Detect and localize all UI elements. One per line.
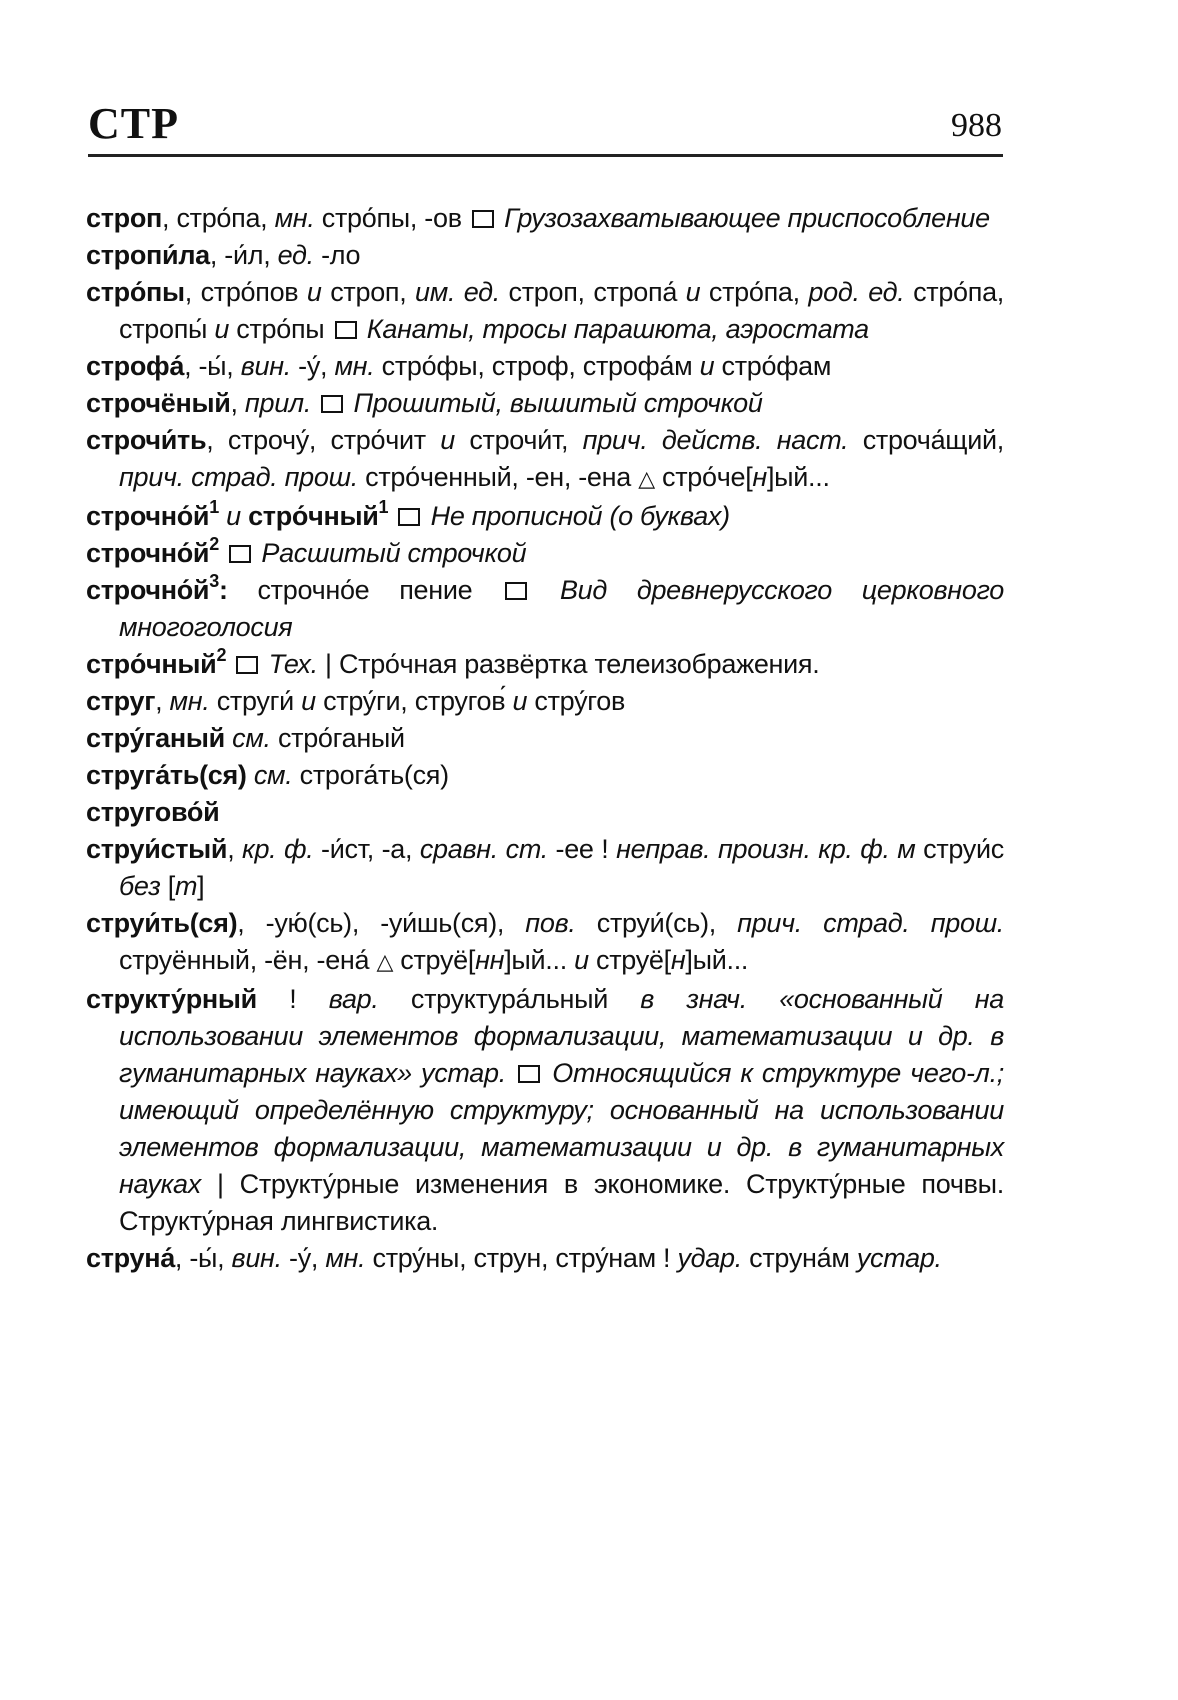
headword: стругово́й — [86, 797, 220, 827]
italic-note: прич. страд. прош. — [119, 462, 358, 492]
entry-text: струги́ — [209, 686, 302, 716]
dictionary-entry — [86, 348, 1004, 385]
definition-box-icon — [518, 1065, 540, 1083]
page-header — [88, 98, 1002, 158]
entry-text: , — [230, 388, 245, 418]
italic-note: нн — [475, 945, 505, 975]
entry-text: ]ый... — [685, 945, 749, 975]
entry-text: , -ы́, — [184, 351, 241, 381]
entry-text: ] — [197, 871, 205, 901]
entry-text: , стро́пов — [184, 277, 307, 307]
dictionary-entry — [86, 757, 1004, 794]
dictionary-entry — [86, 981, 1004, 1240]
entry-text: | Стро́чная развёртка телеизображения. — [317, 649, 820, 679]
entry-text: , -ы́, — [174, 1243, 232, 1273]
italic-note: и — [512, 686, 528, 716]
entry-text: стро́пы, -ов — [314, 203, 469, 233]
entry-text — [388, 501, 395, 531]
italic-note: мн. — [334, 351, 375, 381]
dictionary-entry — [86, 720, 1004, 757]
entry-text: -ло — [313, 240, 361, 270]
italic-note: Не прописной (о буквах) — [423, 501, 730, 531]
entry-text: стро́че[ — [654, 462, 753, 492]
entry-text: строп, стропа́ — [499, 277, 686, 307]
dictionary-entry — [86, 646, 1004, 683]
italic-note: кр. ф. — [242, 834, 314, 864]
entry-text: струённый, -ён, -ена́ — [119, 945, 377, 975]
italic-note: ед. — [277, 240, 314, 270]
dictionary-entry — [86, 422, 1004, 498]
entry-text: строп, — [321, 277, 416, 307]
dictionary-entry — [86, 794, 1004, 831]
entry-text: , — [227, 834, 242, 864]
entry-text: строга́ть(ся) — [292, 760, 449, 790]
entry-text: | Структу́рные изменения в экономике. Структу́рные почвы. Структу́рная лингвистика. — [119, 1169, 1004, 1236]
entry-text: , строчу́, стро́чит — [206, 425, 441, 455]
headword: струга́ть(ся) — [86, 760, 247, 790]
entry-text — [311, 388, 318, 418]
italic-note: без — [119, 871, 161, 901]
headword: струг — [86, 686, 156, 716]
entry-text: стро́па, — [700, 277, 809, 307]
headword: стру́ганый — [86, 723, 225, 753]
entry-text: , -и́л, — [209, 240, 278, 270]
definition-box-icon — [472, 210, 494, 228]
italic-note: им. ед. — [415, 277, 500, 307]
entry-text: ]ый... — [766, 462, 830, 492]
entry-text: струё[ — [588, 945, 671, 975]
entry-text: ! — [256, 984, 329, 1014]
italic-note: мн. — [274, 203, 315, 233]
italic-note: Прошитый, вышитый строчкой — [346, 388, 763, 418]
entry-text: -и́ст, -а, — [313, 834, 420, 864]
italic-note: и — [699, 351, 715, 381]
italic-note: удар. — [677, 1243, 742, 1273]
entry-text: структура́льный — [378, 984, 641, 1014]
italic-note: и — [214, 314, 230, 344]
entry-text: стру́ги, стругов́ — [315, 686, 513, 716]
italic-note: вин. — [240, 351, 291, 381]
headword: струи́ть(ся) — [86, 908, 238, 938]
italic-note: Грузозахватывающее приспособление — [496, 203, 990, 233]
triangle-icon: △ — [376, 950, 394, 975]
headword: строчно́й — [86, 575, 210, 605]
dictionary-entry — [86, 1240, 1004, 1277]
entry-text: строчно́е пение — [227, 575, 503, 605]
entry-text: стру́гов — [527, 686, 625, 716]
entry-text: стро́фам — [714, 351, 832, 381]
italic-note: мн. — [169, 686, 210, 716]
italic-note: прил. — [244, 388, 312, 418]
italic-note: н — [670, 945, 686, 975]
headword: строчно́й — [86, 501, 210, 531]
homonym-index: 2 — [209, 534, 219, 554]
headword: стро́чный — [86, 649, 217, 679]
entry-text — [506, 1058, 515, 1088]
italic-note: см. — [253, 760, 293, 790]
headword: : — [218, 575, 228, 605]
entry-text: стро́ченный, -ен, -ена — [357, 462, 639, 492]
definition-box-icon — [236, 656, 258, 674]
entry-text: ]ый... — [504, 945, 575, 975]
entry-text: струи́(сь), — [575, 908, 738, 938]
italic-note: Относящийся к структуре чего-л.; имеющий определённую структуру; основанный на использовании элементов формализации, математизации и др. в гуманитарных науках — [119, 1058, 1005, 1199]
homonym-index: 3 — [209, 571, 219, 591]
headword: стропи́ла — [86, 240, 210, 270]
italic-note: и — [685, 277, 701, 307]
dictionary-entry — [86, 572, 1004, 646]
headword: строп — [86, 203, 163, 233]
italic-note: и — [440, 425, 455, 455]
entry-text: стру́ны, струн, стру́нам ! — [365, 1243, 678, 1273]
headword: струи́стый — [86, 834, 228, 864]
entry-text — [226, 649, 233, 679]
entry-text — [247, 760, 254, 790]
italic-note: сравн. ст. — [419, 834, 548, 864]
entry-text: строчи́т, — [454, 425, 583, 455]
entry-text: , стро́па, — [162, 203, 275, 233]
entry-text: , -ую́(сь), -уи́шь(ся), — [237, 908, 526, 938]
headword: стро́чный — [248, 501, 379, 531]
definition-box-icon — [335, 321, 357, 339]
italic-note: прич. действ. наст. — [582, 425, 849, 455]
dictionary-entry — [86, 535, 1004, 572]
italic-note: и — [301, 686, 316, 716]
italic-note: род. ед. — [808, 277, 905, 307]
homonym-index: 1 — [209, 497, 219, 517]
running-head: СТР — [88, 99, 179, 148]
italic-note: мн. — [325, 1243, 366, 1273]
headword: строфа́ — [86, 351, 185, 381]
entry-text: -у́, — [290, 351, 335, 381]
italic-note: пов. — [525, 908, 576, 938]
dictionary-entry — [86, 683, 1004, 720]
dictionary-entry — [86, 274, 1004, 348]
italic-note: Вид древнерусского церковного многоголосия — [119, 575, 1004, 642]
entry-text: , — [155, 686, 170, 716]
definition-box-icon — [398, 508, 420, 526]
italic-note: прич. страд. прош. — [737, 908, 1005, 938]
italic-note: т — [174, 871, 198, 901]
homonym-index: 2 — [216, 645, 227, 665]
definition-box-icon — [505, 582, 527, 600]
triangle-icon: △ — [638, 467, 655, 492]
dictionary-entry — [86, 237, 1004, 274]
dictionary-entry — [86, 905, 1004, 981]
dictionary-entries — [86, 200, 1004, 1277]
italic-note: н — [752, 462, 767, 492]
italic-note: в знач. «основанный на использовании элементов формализации, математизации и др. в гуманитарных науках» устар. — [119, 984, 1004, 1088]
italic-note: Расшитый строчкой — [254, 538, 527, 568]
dictionary-entry — [86, 385, 1004, 422]
entry-text: [ — [160, 871, 175, 901]
headword: строчно́й — [86, 538, 210, 568]
headword: строчи́ть — [86, 425, 207, 455]
italic-note: и — [574, 945, 589, 975]
dictionary-entry — [86, 498, 1004, 535]
headword: строчёный — [86, 388, 231, 418]
entry-text: стро́пы — [229, 314, 332, 344]
italic-note: Тех. — [261, 649, 318, 679]
entry-text: струё[ — [393, 945, 476, 975]
entry-text: стро́фы, строф, строфа́м — [374, 351, 700, 381]
header-rule — [88, 154, 1003, 157]
dictionary-entry — [86, 200, 1004, 237]
headword: стро́пы — [86, 277, 185, 307]
italic-note: неправ. произн. кр. ф. м — [616, 834, 916, 864]
italic-note: устар. — [856, 1243, 942, 1273]
headword: структу́рный — [86, 984, 257, 1014]
entry-text: строча́щий, — [848, 425, 1004, 455]
definition-box-icon — [229, 545, 251, 563]
entry-text: струна́м — [741, 1243, 857, 1273]
entry-text: стро́па, стропы́ — [119, 277, 1005, 344]
italic-note: вар. — [328, 984, 379, 1014]
italic-note: Канаты, тросы парашюта, аэростата — [359, 314, 869, 344]
italic-note: вин. — [231, 1243, 282, 1273]
entry-text: -у́, — [281, 1243, 326, 1273]
italic-note: и — [218, 501, 249, 531]
dictionary-entry — [86, 831, 1004, 905]
entry-text: струи́с — [915, 834, 1004, 864]
italic-note: см. — [232, 723, 271, 753]
homonym-index: 1 — [378, 497, 389, 517]
entry-text — [219, 538, 226, 568]
headword: струна́ — [86, 1243, 175, 1273]
entry-text: -ее ! — [547, 834, 617, 864]
entry-text: стро́ганый — [270, 723, 405, 753]
italic-note: и — [306, 277, 322, 307]
definition-box-icon — [321, 395, 343, 413]
page-number: 988 — [951, 107, 1002, 144]
